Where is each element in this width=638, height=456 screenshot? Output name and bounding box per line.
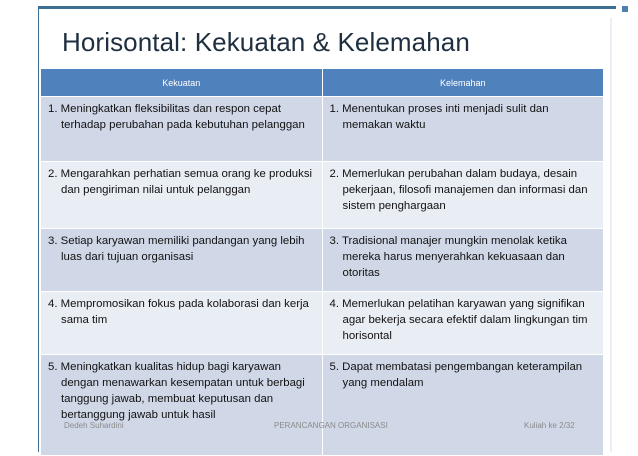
right-accent-rule	[610, 18, 612, 452]
cell-text: 5. Dapat membatasi pengembangan keterampilan yang mendalam	[329, 361, 583, 389]
cell-text: 3. Tradisional manajer mungkin menolak ketika mereka harus menyerahkan kekuasaan dan otoritas	[329, 235, 567, 279]
strength-cell	[41, 229, 323, 292]
cell-text: 4. Mempromosikan fokus pada kolaborasi dan kerja sama tim	[48, 298, 309, 326]
cell-text: 2. Memerlukan perubahan dalam budaya, desain pekerjaan, filosofi manajemen dan informasi dan sistem penghargaan	[329, 168, 588, 212]
weakness-cell	[322, 162, 604, 229]
cell-text: 4. Memerlukan pelatihan karyawan yang signifikan agar bekerja secara efektif dalam lingkungan tim horisontal	[329, 298, 588, 342]
cell-text: 1. Meningkatkan fleksibilitas dan respon cepat terhadap perubahan pada kebutuhan pelanggan	[48, 103, 305, 131]
strength-cell	[41, 355, 323, 456]
table-row	[41, 229, 604, 292]
table-row	[41, 162, 604, 229]
weakness-cell	[322, 97, 604, 162]
strength-cell	[41, 162, 323, 229]
table-row	[41, 355, 604, 456]
slide-title: Horisontal: Kekuatan & Kelemahan	[62, 27, 470, 57]
cell-text: 2. Mengarahkan perhatian semua orang ke produksi dan pengiriman nilai untuk pelanggan	[48, 168, 313, 196]
footer-page-number: Kuliah ke 2/32	[524, 421, 575, 430]
top-accent-bar	[38, 6, 616, 9]
comparison-table	[40, 68, 604, 456]
cell-text: 1. Menentukan proses inti menjadi sulit dan memakan waktu	[329, 103, 549, 131]
header-kelemahan: Kelemahan	[322, 69, 604, 97]
header-kekuatan: Kekuatan	[41, 69, 323, 97]
cell-text: 3. Setiap karyawan memiliki pandangan yang lebih luas dari tujuan organisasi	[48, 235, 305, 263]
weakness-cell	[322, 355, 604, 456]
footer-author: Dedeh Suhardini	[64, 421, 124, 430]
corner-square-mark	[622, 6, 628, 12]
strength-cell	[41, 292, 323, 355]
footer-course: PERANCANGAN ORGANISASI	[274, 421, 388, 430]
weakness-cell	[322, 229, 604, 292]
table-header-row	[41, 69, 604, 97]
strength-cell	[41, 97, 323, 162]
table-row	[41, 292, 604, 355]
cell-text: 5. Meningkatkan kualitas hidup bagi karyawan dengan menawarkan kesempatan untuk berbagi tanggung jawab, membuat keputusan dan bertanggung jawab untuk hasil	[48, 361, 305, 421]
weakness-cell	[322, 292, 604, 355]
left-accent-rule	[38, 9, 39, 452]
table-row	[41, 97, 604, 162]
